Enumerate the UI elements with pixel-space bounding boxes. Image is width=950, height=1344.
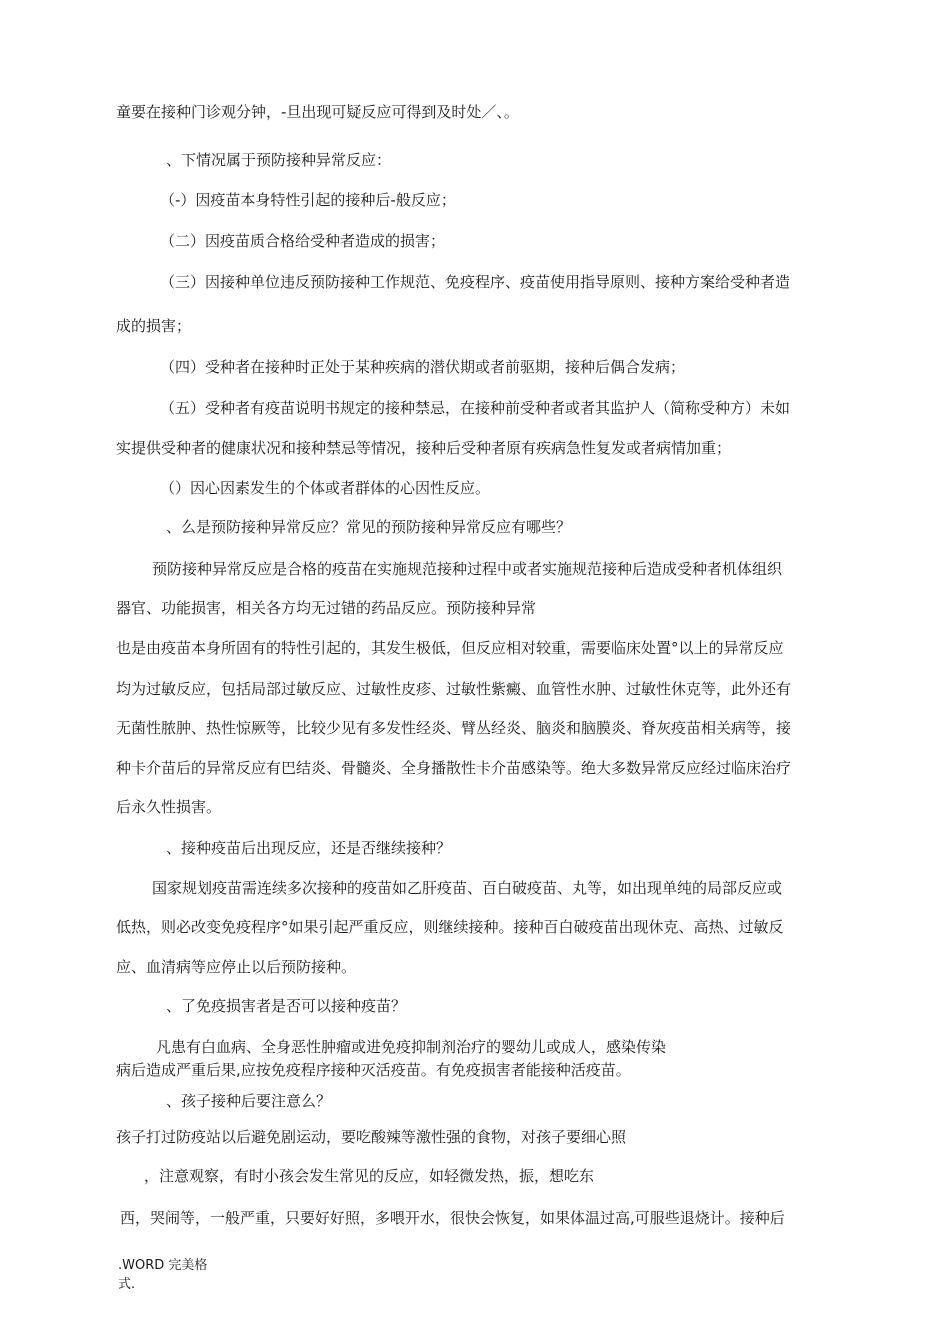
question-heading: 、下情况属于预防接种异常反应：: [166, 151, 392, 169]
text-line: 孩子打过防疫站以后避免剧运动，要吃酸辣等激性强的食物，对孩子要细心照: [116, 1128, 627, 1146]
question-heading: 、接种疫苗后出现反应，还是否继续接种？: [166, 839, 452, 857]
list-item: （四）受种者在接种时正处于某种疾病的潜伏期或者前驱期，接种后偶合发病；: [160, 358, 686, 376]
text-line: 国家规划疫苗需连续多次接种的疫苗如乙肝疫苗、百白破疫苗、丸等，如出现单纯的局部反应或: [152, 879, 783, 897]
text-line: 凡患有白血病、全身恶性肿瘤或进免疫抑制剂治疗的婴幼儿或成人，感染传染: [156, 1038, 667, 1056]
list-item: （-）因疫苗本身特性引起的接种后-般反应；: [160, 191, 456, 209]
text-line: 成的损害；: [116, 317, 192, 335]
question-heading: 、么是预防接种异常反应？常见的预防接种异常反应有哪些？: [166, 518, 572, 536]
text-line: 低热，则必改变免疫程序°如果引起严重反应，则继续接种。接种百白破疫苗出现休克、高热、过敏反: [116, 918, 784, 936]
question-heading: 、了免疫损害者是否可以接种疫苗？: [166, 997, 407, 1015]
text-line: 器官、功能损害，相关各方均无过错的药品反应。预防接种异常: [116, 599, 537, 617]
text-line: 无菌性脓肿、热性惊厥等，比较少见有多发性经炎、臂丛经炎、脑炎和脑膜炎、脊灰疫苗相关病等，接: [116, 719, 792, 737]
text-line: 均为过敏反应，包括局部过敏反应、过敏性皮疹、过敏性紫癜、血管性水肿、过敏性休克等，此外还有: [116, 680, 792, 698]
text-line: 西，哭闹等，一般严重，只要好好照，多喂开水，很快会恢复，如果体温过高,可服些退烧计。接种后: [120, 1209, 785, 1227]
footer-text: 式.: [118, 1277, 136, 1292]
text-line: 也是由疫苗本身所固有的特性引起的，其发生极低，但反应相对较重，需要临床处置°以上的异常反应: [116, 639, 784, 657]
text-line: 预防接种异常反应是合格的疫苗在实施规范接种过程中或者实施规范接种后造成受种者机体组织: [152, 560, 783, 578]
text-line: 病后造成严重后果,应按免疫程序接种灭活疫苗。有免疫损害者能接种活疫苗。: [116, 1061, 631, 1079]
list-item: （三）因接种单位违反预防接种工作规范、免疫程序、疫苗使用指导原则、接种方案给受种者造: [160, 273, 791, 291]
question-heading: 、孩子接种后要注意么？: [166, 1092, 332, 1110]
text-line: 童要在接种门诊观分钟，-旦出现可疑反应可得到及时处／、。: [116, 103, 519, 121]
text-line: 实提供受种者的健康状况和接种禁忌等情况，接种后受种者原有疾病急性复发或者病情加重；: [116, 439, 732, 457]
text-line: 后永久性损害。: [116, 798, 222, 816]
text-line: ，注意观察，有时小孩会发生常见的反应，如轻微发热，振，想吃东: [144, 1167, 595, 1185]
text-line: 应、血清病等应停止以后预防接种。: [116, 958, 357, 976]
footer-text: .WORD 完美格: [118, 1258, 208, 1273]
list-item: （二）因疫苗质合格给受种者造成的损害；: [160, 232, 446, 250]
list-item: （）因心因素发生的个体或者群体的心因性反应。: [160, 479, 491, 497]
list-item: （五）受种者有疫苗说明书规定的接种禁忌，在接种前受种者或者其监护人（简称受种方）未如: [160, 399, 791, 417]
text-line: 种卡介苗后的异常反应有巴结炎、骨髓炎、全身播散性卡介苗感染等。绝大多数异常反应经过临床治疗: [116, 759, 792, 777]
